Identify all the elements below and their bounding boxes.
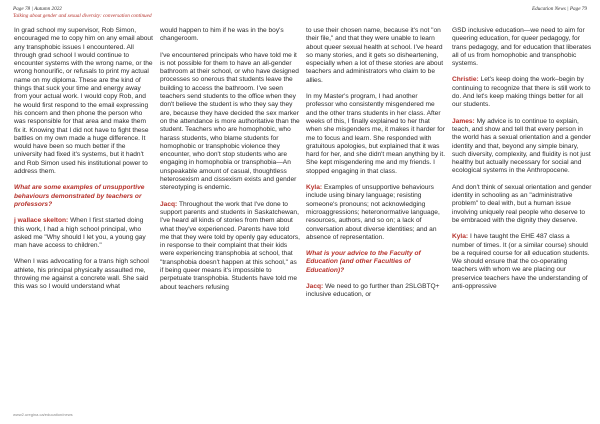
speaker-text: My advice is to continue to explain, teach, and show and tell that every person in the world has a sexual orientation and a gender identity and that, beyond any simple binary, such diversity, complexity, and fluidity is not just healthy but actually necessary for social and ecological systems in the Anthropocene. <box>452 117 591 175</box>
speaker-text: We need to go further than 2SLGBTQ+ inclusive education, or <box>306 283 440 299</box>
speaker-text: Examples of unsupportive behaviours include using binary language; resisting someone's pronouns; not acknowledging microaggressions; heteronormative language, resources, authors, and so on; a lack of conversation about diverse identities; and an absence of representation. <box>306 184 440 241</box>
speaker-paragraph <box>452 76 592 109</box>
speaker-text: I have taught the EHE 487 class a number of times. It (or a similar course) should be a required course for all education students. We should ensure that the co-operating teachers with whom we are placing our preservice teachers have the understanding of anti-oppressive <box>452 233 590 291</box>
speaker-name: j wallace skelton: <box>14 217 69 225</box>
speaker-name: Jacq: <box>160 200 178 208</box>
speaker-paragraph <box>452 118 592 176</box>
column-2 <box>160 27 300 300</box>
speaker-name: Kyla: <box>452 233 469 241</box>
body-paragraph: would happen to him if he was in the boy's changeroom. <box>160 27 284 43</box>
body-paragraph: In grad school my supervisor, Rob Simon, encouraged me to copy him on any email about any transphobic issues I encountered. All through grad school I would continue to encounter systems with the wrong name, or the wrong honourific, or refusals to print my actual name on my diploma. These are the kind of things that suck your time and energy away from your actual work. I would copy Rob, and he would first respond to the email expressing his concern and then phone the person who was responsible for that area and make them fix it. Knowing that I did not have to fight these battles on my own made a huge difference. It would have been so much better if the university had fixed it's systems, but it hadn't and Rob Simon used his institutional power to address them. <box>14 27 153 176</box>
body-paragraph: In my Master's program, I had another professor who consistently misgendered me and the other trans students in her class. After weeks of this, I finally explained to her that when she misgenders me, it makes it harder for me to focus and learn. She responded with gratuitous apologies, but explained that it was hard for her, and she didn't mean anything by it. She kept misgendering me and my friends. I stopped engaging in that class. <box>306 93 446 175</box>
speaker-text: Let's keep doing the work–begin by continuing to recognize that there is still work to do. And let's keep making things better for all our students. <box>452 76 591 109</box>
speaker-text: When I first started doing this work, I had a high school principal, who asked me "Why should I let you, a young gay man have access to children." <box>14 217 146 250</box>
speaker-name: Jacq: <box>306 283 324 291</box>
body-paragraph: to use their chosen name, because it's not "on their file," and that they were unable to learn about queer sexual health at school. I've heard so many stories, and it gets so disheartening, especially when a lot of these stories are about teachers and administrators who claim to be allies. <box>306 27 444 84</box>
column-4 <box>452 27 592 299</box>
speaker-paragraph <box>160 201 300 292</box>
question-heading: What is your advice to the Faculty of Education (and other Faculties of Education)? <box>306 250 421 274</box>
page-header-left: Page 78 | Autumn 2022 <box>13 6 62 12</box>
speaker-paragraph <box>452 233 592 291</box>
article-subtitle: Talking about gender and sexual diversity: conversation continued <box>13 13 152 19</box>
speaker-name: James: <box>452 117 475 125</box>
footer-url: www2.uregina.ca/education/news <box>13 412 73 417</box>
speaker-paragraph <box>14 217 154 250</box>
body-paragraph: When I was advocating for a trans high school athlete, his principal physically assaulted me, throwing me against a concrete wall. She said this was so I would understand what <box>14 258 149 291</box>
speaker-name: Christie: <box>452 76 479 84</box>
page-header-right: Education News | Page 79 <box>531 6 587 12</box>
speaker-paragraph <box>306 184 446 242</box>
body-paragraph: I've encountered principals who have told me it is not possible for them to have an all-gender bathroom at their school, or who have designed processes so onerous that students leave the building to access the bathroom. I've seen teachers send students to the office when they don't believe the student is who they say they are, because they have decided the sex marker on the attendance is more authoritative than the student. Teachers who are homophobic, who harass students, who blame students for homophobic or transphobic violence they encounter, who don't stop students who are engaging in homophobia or transphobia—An unspeakable amount of casual, thoughtless heterosexism and cissexism exists and gender stereotyping is endemic. <box>160 51 300 192</box>
speaker-name: Kyla: <box>306 184 323 192</box>
body-paragraph: GSD inclusive education—we need to aim for queering education, for queer pedagogy, for trans pedagogy, and for education that liberates all of us from homophobic and transphobic systems. <box>452 27 592 68</box>
body-paragraph: And don't think of sexual orientation and gender identity in schooling as an "administrative problem" to deal with, but a human issue involving uniquely real people who deserve to be embraced with the dignity they deserve. <box>452 183 592 224</box>
speaker-text: Throughout the work that I've done to support parents and students in Saskatchewan, I've heard all kinds of stories from them about what they've experienced. Parents have told me that they were told by openly gay educators, in response to their complaint that their kids were experiencing transphobia at school, that "transphobia doesn't happen at this school," as if being queer means it's impossible to perpetuate transphobia. Students have told me about teachers refusing <box>160 200 301 291</box>
column-1 <box>14 27 154 300</box>
question-heading: What are some examples of unsupportive behaviours demonstrated by teachers or professors? <box>14 184 145 208</box>
column-3 <box>306 27 446 308</box>
speaker-paragraph <box>306 283 446 300</box>
